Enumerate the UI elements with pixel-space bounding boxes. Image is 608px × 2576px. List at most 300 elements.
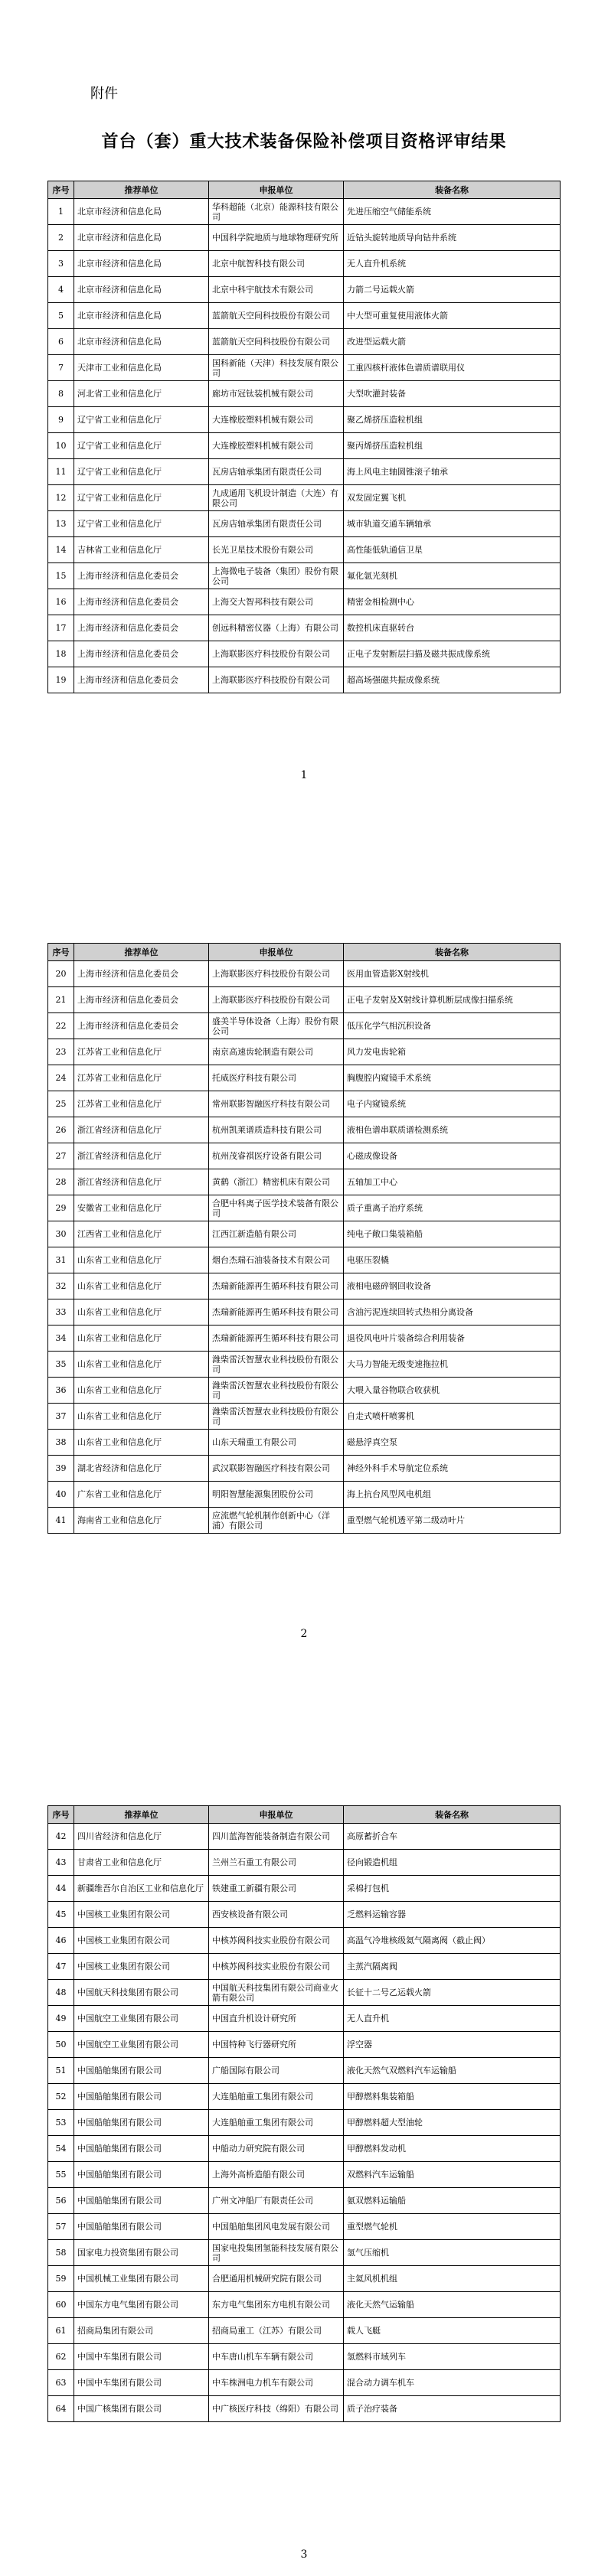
cell-applicant: 中国特种飞行器研究所 xyxy=(209,2032,344,2058)
cell-equipment: 含油污泥连续回转式热相分离设备 xyxy=(344,1299,561,1325)
cell-applicant: 应流燃气轮机制作创新中心（洋浦）有限公司 xyxy=(209,1508,344,1534)
cell-equipment: 风力发电齿轮箱 xyxy=(344,1039,561,1065)
table-row xyxy=(48,1143,561,1169)
header-recommender: 推荐单位 xyxy=(74,1806,209,1824)
page-number: 1 xyxy=(300,769,308,781)
cell-equipment: 自走式喷杆喷雾机 xyxy=(344,1404,561,1430)
cell-seq: 46 xyxy=(48,1928,74,1954)
cell-seq: 19 xyxy=(48,667,74,693)
cell-applicant: 中国直升机设计研究所 xyxy=(209,2006,344,2032)
header-seq: 序号 xyxy=(48,944,74,961)
annex-label: 附件 xyxy=(90,86,118,102)
cell-applicant: 中国船舶集团风电发展有限公司 xyxy=(209,2214,344,2240)
cell-seq: 39 xyxy=(48,1456,74,1482)
cell-recommender: 山东省工业和信息化厅 xyxy=(74,1378,209,1404)
cell-seq: 43 xyxy=(48,1850,74,1876)
cell-applicant: 蓝箭航天空间科技股份有限公司 xyxy=(209,303,344,329)
cell-seq: 60 xyxy=(48,2292,74,2318)
cell-equipment: 先进压缩空气储能系统 xyxy=(344,199,561,225)
cell-equipment: 海上抗台风型风电机组 xyxy=(344,1482,561,1508)
cell-applicant: 潍柴雷沃智慧农业科技股份有限公司 xyxy=(209,1404,344,1430)
cell-equipment: 双燃料汽车运输船 xyxy=(344,2162,561,2188)
cell-applicant: 杭州茂睿祺医疗设备有限公司 xyxy=(209,1143,344,1169)
cell-recommender: 河北省工业和信息化厅 xyxy=(74,381,209,407)
table-row xyxy=(48,987,561,1013)
cell-recommender: 山东省工业和信息化厅 xyxy=(74,1273,209,1299)
table-row xyxy=(48,1169,561,1195)
cell-seq: 8 xyxy=(48,381,74,407)
table-row xyxy=(48,1482,561,1508)
table-row xyxy=(48,2162,561,2188)
table-row xyxy=(48,1091,561,1117)
cell-applicant: 江西江新造船有限公司 xyxy=(209,1221,344,1247)
table-row xyxy=(48,2188,561,2214)
cell-recommender: 安徽省工业和信息化厅 xyxy=(74,1195,209,1221)
cell-equipment: 氢气压缩机 xyxy=(344,2240,561,2266)
cell-seq: 57 xyxy=(48,2214,74,2240)
table-row xyxy=(48,459,561,485)
cell-recommender: 国家电力投资集团有限公司 xyxy=(74,2240,209,2266)
cell-equipment: 质子治疗装备 xyxy=(344,2396,561,2422)
table-row xyxy=(48,2006,561,2032)
table-row xyxy=(48,961,561,987)
cell-seq: 38 xyxy=(48,1430,74,1456)
header-recommender: 推荐单位 xyxy=(74,181,209,199)
table-row xyxy=(48,199,561,225)
cell-seq: 6 xyxy=(48,329,74,355)
table-row xyxy=(48,1456,561,1482)
header-seq: 序号 xyxy=(48,181,74,199)
cell-applicant: 四川蓝海智能装备制造有限公司 xyxy=(209,1824,344,1850)
cell-recommender: 浙江省经济和信息化厅 xyxy=(74,1117,209,1143)
cell-equipment: 正电子发射及X射线计算机断层成像扫描系统 xyxy=(344,987,561,1013)
header-applicant: 申报单位 xyxy=(209,1806,344,1824)
table-row xyxy=(48,1247,561,1273)
cell-seq: 4 xyxy=(48,277,74,303)
table-row xyxy=(48,2396,561,2422)
cell-recommender: 江苏省工业和信息化厅 xyxy=(74,1091,209,1117)
cell-equipment: 大型吹灌封装备 xyxy=(344,381,561,407)
cell-seq: 10 xyxy=(48,433,74,459)
cell-recommender: 中国航空工业集团有限公司 xyxy=(74,2006,209,2032)
table-row xyxy=(48,1954,561,1980)
cell-seq: 14 xyxy=(48,537,74,563)
cell-recommender: 中国船舶集团有限公司 xyxy=(74,2136,209,2162)
table-row xyxy=(48,1404,561,1430)
cell-applicant: 山东天瑞重工有限公司 xyxy=(209,1430,344,1456)
cell-equipment: 高原蓄折合车 xyxy=(344,1824,561,1850)
cell-applicant: 蓝箭航天空间科技股份有限公司 xyxy=(209,329,344,355)
cell-recommender: 上海市经济和信息化委员会 xyxy=(74,987,209,1013)
table-row xyxy=(48,1824,561,1850)
table-row xyxy=(48,277,561,303)
table-row xyxy=(48,615,561,641)
cell-equipment: 主蒸汽隔离阀 xyxy=(344,1954,561,1980)
cell-equipment: 氢燃料市域列车 xyxy=(344,2344,561,2370)
cell-equipment: 近钻头旋转地质导向钻井系统 xyxy=(344,225,561,251)
table-row xyxy=(48,2292,561,2318)
table-row xyxy=(48,1928,561,1954)
table-row xyxy=(48,303,561,329)
cell-seq: 7 xyxy=(48,355,74,381)
cell-equipment: 精密金相检测中心 xyxy=(344,589,561,615)
cell-seq: 26 xyxy=(48,1117,74,1143)
cell-applicant: 杰瑞新能源再生循环科技有限公司 xyxy=(209,1325,344,1352)
cell-equipment: 载人飞艇 xyxy=(344,2318,561,2344)
cell-equipment: 采棉打包机 xyxy=(344,1876,561,1902)
cell-applicant: 广州文冲船厂有限责任公司 xyxy=(209,2188,344,2214)
header-equipment: 装备名称 xyxy=(344,944,561,961)
cell-recommender: 广东省工业和信息化厅 xyxy=(74,1482,209,1508)
cell-equipment: 胸腹腔内窥镜手术系统 xyxy=(344,1065,561,1091)
table-row xyxy=(48,355,561,381)
cell-recommender: 中国广核集团有限公司 xyxy=(74,2396,209,2422)
cell-seq: 3 xyxy=(48,251,74,277)
cell-applicant: 上海联影医疗科技股份有限公司 xyxy=(209,961,344,987)
cell-recommender: 江西省工业和信息化厅 xyxy=(74,1221,209,1247)
cell-equipment: 磁悬浮真空泵 xyxy=(344,1430,561,1456)
cell-equipment: 正电子发射断层扫描及磁共振成像系统 xyxy=(344,641,561,667)
table-row xyxy=(48,1430,561,1456)
table-row xyxy=(48,251,561,277)
cell-seq: 45 xyxy=(48,1902,74,1928)
cell-applicant: 中广核医疗科技（绵阳）有限公司 xyxy=(209,2396,344,2422)
cell-applicant: 兰州兰石重工有限公司 xyxy=(209,1850,344,1876)
cell-applicant: 烟台杰瑞石油装备技术有限公司 xyxy=(209,1247,344,1273)
table-row xyxy=(48,2318,561,2344)
table-row xyxy=(48,1325,561,1352)
cell-seq: 32 xyxy=(48,1273,74,1299)
cell-applicant: 廊坊市冠钛装机械有限公司 xyxy=(209,381,344,407)
cell-applicant: 广船国际有限公司 xyxy=(209,2058,344,2084)
cell-seq: 29 xyxy=(48,1195,74,1221)
cell-equipment: 液化天然气运输船 xyxy=(344,2292,561,2318)
cell-applicant: 黄鹤（浙江）精密机床有限公司 xyxy=(209,1169,344,1195)
table-row xyxy=(48,1876,561,1902)
cell-seq: 54 xyxy=(48,2136,74,2162)
cell-equipment: 数控机床直驱转台 xyxy=(344,615,561,641)
cell-applicant: 北京中航智科技有限公司 xyxy=(209,251,344,277)
page-3 xyxy=(0,1717,608,2576)
table-row xyxy=(48,1980,561,2006)
cell-recommender: 北京市经济和信息化局 xyxy=(74,225,209,251)
table-row xyxy=(48,2240,561,2266)
cell-applicant: 上海联影医疗科技股份有限公司 xyxy=(209,987,344,1013)
table-header-row xyxy=(48,181,561,199)
cell-recommender: 上海市经济和信息化委员会 xyxy=(74,641,209,667)
cell-seq: 64 xyxy=(48,2396,74,2422)
cell-equipment: 无人直升机 xyxy=(344,2006,561,2032)
cell-recommender: 甘肃省工业和信息化厅 xyxy=(74,1850,209,1876)
results-table xyxy=(47,1805,561,2422)
cell-seq: 49 xyxy=(48,2006,74,2032)
table-row xyxy=(48,2084,561,2110)
cell-recommender: 上海市经济和信息化委员会 xyxy=(74,615,209,641)
cell-seq: 25 xyxy=(48,1091,74,1117)
cell-seq: 18 xyxy=(48,641,74,667)
cell-seq: 50 xyxy=(48,2032,74,2058)
cell-seq: 1 xyxy=(48,199,74,225)
cell-applicant: 中国航天科技集团有限公司商业火箭有限公司 xyxy=(209,1980,344,2006)
cell-equipment: 高性能低轨通信卫星 xyxy=(344,537,561,563)
table-row xyxy=(48,329,561,355)
cell-recommender: 辽宁省工业和信息化厅 xyxy=(74,433,209,459)
cell-seq: 52 xyxy=(48,2084,74,2110)
cell-recommender: 天津市工业和信息化局 xyxy=(74,355,209,381)
cell-equipment: 浮空器 xyxy=(344,2032,561,2058)
cell-recommender: 山东省工业和信息化厅 xyxy=(74,1247,209,1273)
cell-seq: 21 xyxy=(48,987,74,1013)
cell-seq: 30 xyxy=(48,1221,74,1247)
table-row xyxy=(48,381,561,407)
cell-applicant: 大连橡胶塑料机械有限公司 xyxy=(209,407,344,433)
cell-seq: 61 xyxy=(48,2318,74,2344)
cell-applicant: 潍柴雷沃智慧农业科技股份有限公司 xyxy=(209,1352,344,1378)
cell-seq: 59 xyxy=(48,2266,74,2292)
cell-equipment: 电驱压裂橇 xyxy=(344,1247,561,1273)
cell-equipment: 乏燃料运输容器 xyxy=(344,1902,561,1928)
table-row xyxy=(48,1013,561,1039)
table-row xyxy=(48,1352,561,1378)
cell-applicant: 南京高速齿轮制造有限公司 xyxy=(209,1039,344,1065)
header-recommender: 推荐单位 xyxy=(74,944,209,961)
cell-seq: 16 xyxy=(48,589,74,615)
cell-equipment: 心磁成像设备 xyxy=(344,1143,561,1169)
table-row xyxy=(48,1378,561,1404)
table-row xyxy=(48,2370,561,2396)
cell-seq: 27 xyxy=(48,1143,74,1169)
cell-applicant: 华科超能（北京）能源科技有限公司 xyxy=(209,199,344,225)
table-row xyxy=(48,2110,561,2136)
header-equipment: 装备名称 xyxy=(344,1806,561,1824)
cell-seq: 44 xyxy=(48,1876,74,1902)
cell-recommender: 中国核工业集团有限公司 xyxy=(74,1954,209,1980)
cell-recommender: 中国船舶集团有限公司 xyxy=(74,2214,209,2240)
cell-equipment: 混合动力调车机车 xyxy=(344,2370,561,2396)
cell-equipment: 主氦风机机组 xyxy=(344,2266,561,2292)
table-row xyxy=(48,1221,561,1247)
cell-recommender: 浙江省经济和信息化厅 xyxy=(74,1143,209,1169)
cell-seq: 41 xyxy=(48,1508,74,1534)
cell-recommender: 中国航天科技集团有限公司 xyxy=(74,1980,209,2006)
page-number: 3 xyxy=(300,2548,308,2561)
cell-equipment: 甲醇燃料发动机 xyxy=(344,2136,561,2162)
cell-seq: 5 xyxy=(48,303,74,329)
cell-recommender: 山东省工业和信息化厅 xyxy=(74,1430,209,1456)
cell-equipment: 低压化学气相沉积设备 xyxy=(344,1013,561,1039)
cell-seq: 62 xyxy=(48,2344,74,2370)
table-row xyxy=(48,1273,561,1299)
cell-seq: 13 xyxy=(48,511,74,537)
cell-applicant: 合肥通用机械研究院有限公司 xyxy=(209,2266,344,2292)
cell-equipment: 液化天然气双燃料汽车运输船 xyxy=(344,2058,561,2084)
cell-equipment: 液相电磁碎钢回收设备 xyxy=(344,1273,561,1299)
table-row xyxy=(48,563,561,589)
cell-applicant: 中船动力研究院有限公司 xyxy=(209,2136,344,2162)
cell-applicant: 上海联影医疗科技股份有限公司 xyxy=(209,667,344,693)
table-row xyxy=(48,407,561,433)
table-row xyxy=(48,2266,561,2292)
cell-seq: 11 xyxy=(48,459,74,485)
cell-seq: 15 xyxy=(48,563,74,589)
table-row xyxy=(48,2032,561,2058)
cell-equipment: 海上风电主轴圆锥滚子轴承 xyxy=(344,459,561,485)
cell-recommender: 北京市经济和信息化局 xyxy=(74,199,209,225)
cell-seq: 51 xyxy=(48,2058,74,2084)
cell-seq: 24 xyxy=(48,1065,74,1091)
cell-recommender: 辽宁省工业和信息化厅 xyxy=(74,511,209,537)
table-row xyxy=(48,1850,561,1876)
cell-seq: 58 xyxy=(48,2240,74,2266)
cell-recommender: 江苏省工业和信息化厅 xyxy=(74,1039,209,1065)
cell-recommender: 中国东方电气集团有限公司 xyxy=(74,2292,209,2318)
cell-applicant: 北京中科宇航技术有限公司 xyxy=(209,277,344,303)
cell-recommender: 新疆维吾尔自治区工业和信息化厅 xyxy=(74,1876,209,1902)
cell-applicant: 上海交大智邦科技有限公司 xyxy=(209,589,344,615)
cell-equipment: 超高场强磁共振成像系统 xyxy=(344,667,561,693)
page-1 xyxy=(0,0,608,859)
table-row xyxy=(48,2214,561,2240)
table-row xyxy=(48,641,561,667)
cell-equipment: 聚乙烯挤压造粒机组 xyxy=(344,407,561,433)
cell-applicant: 杰瑞新能源再生循环科技有限公司 xyxy=(209,1299,344,1325)
cell-applicant: 明阳智慧能源集团股份公司 xyxy=(209,1482,344,1508)
cell-recommender: 上海市经济和信息化委员会 xyxy=(74,1013,209,1039)
table-row xyxy=(48,433,561,459)
cell-applicant: 盛美半导体设备（上海）股份有限公司 xyxy=(209,1013,344,1039)
cell-recommender: 四川省经济和信息化厅 xyxy=(74,1824,209,1850)
cell-recommender: 湖北省经济和信息化厅 xyxy=(74,1456,209,1482)
cell-seq: 53 xyxy=(48,2110,74,2136)
cell-equipment: 液相色谱串联质谱检测系统 xyxy=(344,1117,561,1143)
cell-applicant: 铁建重工新疆有限公司 xyxy=(209,1876,344,1902)
cell-equipment: 无人直升机系统 xyxy=(344,251,561,277)
cell-recommender: 上海市经济和信息化委员会 xyxy=(74,667,209,693)
cell-seq: 33 xyxy=(48,1299,74,1325)
table-row xyxy=(48,1902,561,1928)
cell-applicant: 瓦房店轴承集团有限责任公司 xyxy=(209,511,344,537)
table-row xyxy=(48,2136,561,2162)
cell-equipment: 甲醇燃料超大型油轮 xyxy=(344,2110,561,2136)
cell-recommender: 中国中车集团有限公司 xyxy=(74,2370,209,2396)
cell-equipment: 大喂入量谷物联合收获机 xyxy=(344,1378,561,1404)
cell-applicant: 中车株洲电力机车有限公司 xyxy=(209,2370,344,2396)
cell-recommender: 浙江省经济和信息化厅 xyxy=(74,1169,209,1195)
cell-recommender: 辽宁省工业和信息化厅 xyxy=(74,459,209,485)
cell-recommender: 海南省工业和信息化厅 xyxy=(74,1508,209,1534)
table-row xyxy=(48,537,561,563)
cell-equipment: 双发固定翼飞机 xyxy=(344,485,561,511)
cell-applicant: 长光卫星技术股份有限公司 xyxy=(209,537,344,563)
cell-applicant: 中国科学院地质与地球物理研究所 xyxy=(209,225,344,251)
cell-recommender: 辽宁省工业和信息化厅 xyxy=(74,407,209,433)
cell-recommender: 吉林省工业和信息化厅 xyxy=(74,537,209,563)
table-row xyxy=(48,1195,561,1221)
document-title: 首台（套）重大技术装备保险补偿项目资格评审结果 xyxy=(101,132,507,152)
cell-applicant: 大连船舶重工集团有限公司 xyxy=(209,2084,344,2110)
cell-applicant: 杭州凯莱谱质造科技有限公司 xyxy=(209,1117,344,1143)
cell-equipment: 纯电子敞口集装箱船 xyxy=(344,1221,561,1247)
cell-seq: 37 xyxy=(48,1404,74,1430)
page-number: 2 xyxy=(300,1628,308,1640)
cell-recommender: 中国核工业集团有限公司 xyxy=(74,1902,209,1928)
cell-seq: 55 xyxy=(48,2162,74,2188)
cell-applicant: 瓦房店轴承集团有限责任公司 xyxy=(209,459,344,485)
cell-seq: 23 xyxy=(48,1039,74,1065)
cell-recommender: 江苏省工业和信息化厅 xyxy=(74,1065,209,1091)
table-row xyxy=(48,1117,561,1143)
cell-equipment: 神经外科手术导航定位系统 xyxy=(344,1456,561,1482)
cell-equipment: 重型燃气轮机 xyxy=(344,2214,561,2240)
cell-recommender: 北京市经济和信息化局 xyxy=(74,303,209,329)
cell-recommender: 上海市经济和信息化委员会 xyxy=(74,563,209,589)
cell-equipment: 氨双燃料运输船 xyxy=(344,2188,561,2214)
cell-equipment: 氟化氩光刻机 xyxy=(344,563,561,589)
cell-recommender: 中国船舶集团有限公司 xyxy=(74,2084,209,2110)
table-row xyxy=(48,1065,561,1091)
cell-applicant: 合肥中科离子医学技术装备有限公司 xyxy=(209,1195,344,1221)
cell-seq: 2 xyxy=(48,225,74,251)
cell-equipment: 电子内窥镜系统 xyxy=(344,1091,561,1117)
cell-recommender: 上海市经济和信息化委员会 xyxy=(74,961,209,987)
cell-applicant: 潍柴雷沃智慧农业科技股份有限公司 xyxy=(209,1378,344,1404)
cell-applicant: 托威医疗科技有限公司 xyxy=(209,1065,344,1091)
table-row xyxy=(48,589,561,615)
cell-seq: 12 xyxy=(48,485,74,511)
cell-equipment: 医用血管造影X射线机 xyxy=(344,961,561,987)
cell-applicant: 中核苏阀科技实业股份有限公司 xyxy=(209,1954,344,1980)
cell-applicant: 创远科精密仪器（上海）有限公司 xyxy=(209,615,344,641)
cell-equipment: 城市轨道交通车辆轴承 xyxy=(344,511,561,537)
cell-recommender: 辽宁省工业和信息化厅 xyxy=(74,485,209,511)
table-header-row xyxy=(48,1806,561,1824)
cell-seq: 9 xyxy=(48,407,74,433)
cell-applicant: 中车唐山机车车辆有限公司 xyxy=(209,2344,344,2370)
results-table xyxy=(47,943,561,1534)
table-row xyxy=(48,2058,561,2084)
header-applicant: 申报单位 xyxy=(209,944,344,961)
cell-applicant: 招商局重工（江苏）有限公司 xyxy=(209,2318,344,2344)
cell-recommender: 山东省工业和信息化厅 xyxy=(74,1325,209,1352)
cell-equipment: 质子重离子治疗系统 xyxy=(344,1195,561,1221)
cell-applicant: 上海联影医疗科技股份有限公司 xyxy=(209,641,344,667)
cell-recommender: 中国机械工业集团有限公司 xyxy=(74,2266,209,2292)
cell-recommender: 中国船舶集团有限公司 xyxy=(74,2110,209,2136)
cell-seq: 28 xyxy=(48,1169,74,1195)
cell-recommender: 中国船舶集团有限公司 xyxy=(74,2162,209,2188)
cell-recommender: 中国核工业集团有限公司 xyxy=(74,1928,209,1954)
cell-recommender: 山东省工业和信息化厅 xyxy=(74,1352,209,1378)
cell-recommender: 北京市经济和信息化局 xyxy=(74,329,209,355)
cell-equipment: 退役风电叶片装备综合利用装备 xyxy=(344,1325,561,1352)
header-equipment: 装备名称 xyxy=(344,181,561,199)
cell-applicant: 大连船舶重工集团有限公司 xyxy=(209,2110,344,2136)
cell-recommender: 中国船舶集团有限公司 xyxy=(74,2188,209,2214)
table-row xyxy=(48,225,561,251)
cell-seq: 17 xyxy=(48,615,74,641)
cell-applicant: 上海微电子装备（集团）股份有限公司 xyxy=(209,563,344,589)
cell-applicant: 常州联影智融医疗科技有限公司 xyxy=(209,1091,344,1117)
cell-seq: 63 xyxy=(48,2370,74,2396)
header-seq: 序号 xyxy=(48,1806,74,1824)
cell-applicant: 杰瑞新能源再生循环科技有限公司 xyxy=(209,1273,344,1299)
cell-equipment: 工重四核杆液体色谱质谱联用仪 xyxy=(344,355,561,381)
cell-seq: 56 xyxy=(48,2188,74,2214)
cell-seq: 48 xyxy=(48,1980,74,2006)
table-row xyxy=(48,1299,561,1325)
cell-applicant: 国科新能（天津）科技发展有限公司 xyxy=(209,355,344,381)
cell-seq: 35 xyxy=(48,1352,74,1378)
